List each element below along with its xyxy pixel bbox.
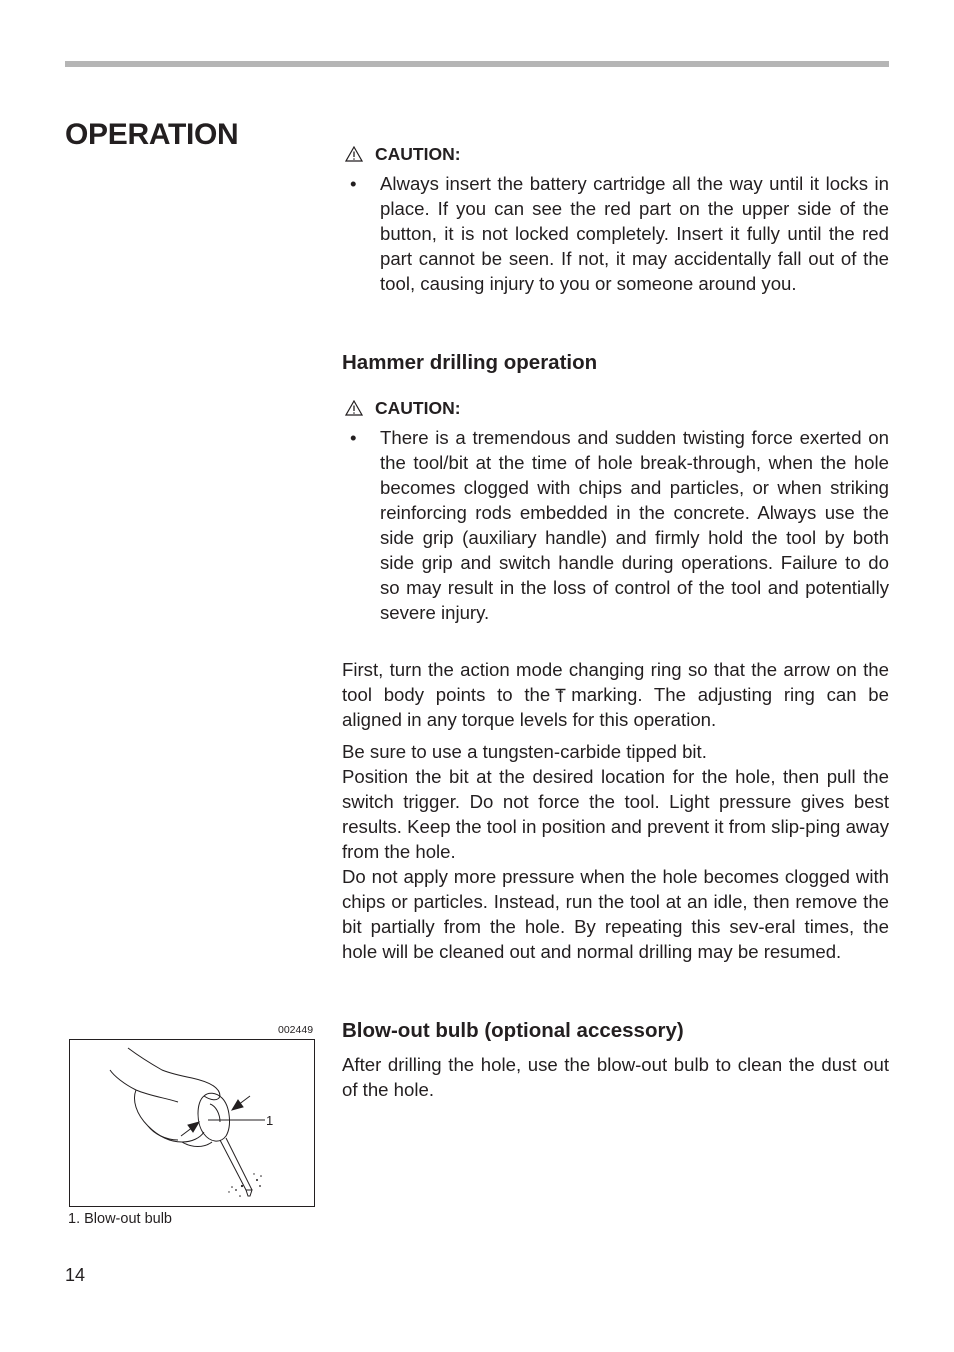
paragraph-instructions [342,739,889,964]
caution-label: CAUTION: [375,144,461,164]
caution-text: Always insert the battery cartridge all the way until it locks in place. If you can see the red part on the upper side of the button, it is not locked completely. Insert it fully until the red part cannot be seen. If not, it may accidentally fall out of the tool, causing injury to you or someone around you. [380,173,889,294]
figure-caption: 1. Blow-out bulb [68,1211,172,1227]
page-number: 14 [65,1265,86,1285]
caution-heading [345,143,461,165]
section-heading-blowout: Blow-out bulb (optional accessory) [342,1019,684,1042]
caution-heading [345,397,461,419]
paragraph-blowout [342,1052,889,1102]
paragraph-text: After drilling the hole, use the blow-out bulb to clean the dust out of the hole. [342,1054,889,1100]
paragraph-text: Do not apply more pressure when the hole becomes clogged with chips or particles. Instead, run the tool at an idle, then remove the bit partially from the hole. By repeating this sev-eral times, the hole will be cleaned out and normal drilling may be resumed. [342,866,889,962]
warning-triangle-icon [345,146,363,162]
warning-triangle-icon [345,400,363,416]
figure-callout: 1 [266,1113,274,1128]
bullet-dot: • [350,427,357,448]
bullet-dot: • [350,173,357,194]
caution-label: CAUTION: [375,398,461,418]
caution-bullet [350,425,889,625]
figure-code: 002449 [278,1024,314,1036]
blowout-bulb-illustration [70,1040,314,1206]
hammer-icon [554,687,567,703]
paragraph-text: First, turn the action mode changing ring so that the arrow on the tool body points to the [342,659,889,705]
caution-bullet [350,171,889,296]
paragraph-text: Position the bit at the desired location for the hole, then pull the switch trigger. Do not force the tool. Light pressure gives best results. Keep the tool in position and prevent it from slip-ping away from the hole. [342,766,889,862]
section-heading-hammer: Hammer drilling operation [342,351,598,374]
paragraph-text: marking. The adjusting ring can be aligned in any torque levels for this operation. [342,684,889,730]
top-rule [65,61,889,67]
page-title: OPERATION [65,118,239,151]
paragraph-text: Be sure to use a tungsten-carbide tipped bit. [342,741,707,762]
caution-text: There is a tremendous and sudden twisting force exerted on the tool/bit at the time of hole break-through, when the hole becomes clogged with chips and particles, or when striking reinforcing rods embedded in the concrete. Always use the side grip (auxiliary handle) and firmly hold the tool by both side grip and switch handle during operations. Failure to do so may result in the loss of control of the tool and potentially severe injury. [380,427,889,623]
paragraph-mode [342,657,889,732]
figure-blowout-bulb [69,1039,315,1207]
